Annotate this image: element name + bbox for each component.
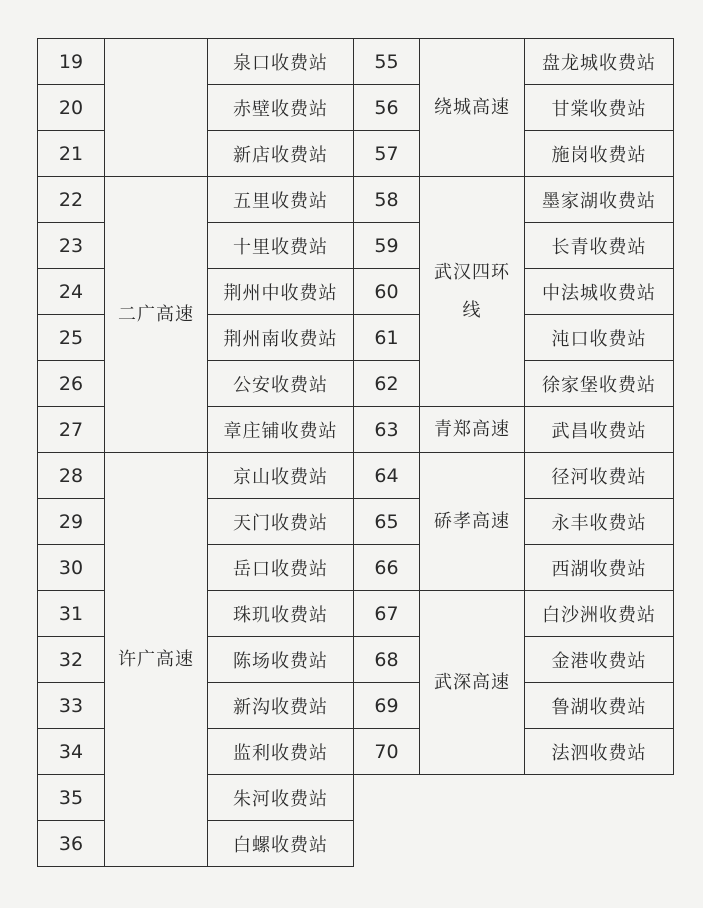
toll-station-cell: 沌口收费站 <box>525 315 674 361</box>
toll-station-cell: 珠玑收费站 <box>208 591 354 637</box>
expressway-name-cell: 武汉四环线 <box>420 177 525 407</box>
toll-station-cell: 武昌收费站 <box>525 407 674 453</box>
row-number-cell: 65 <box>354 499 420 545</box>
toll-station-cell: 径河收费站 <box>525 453 674 499</box>
row-number-cell: 32 <box>38 637 105 683</box>
row-number-cell: 24 <box>38 269 105 315</box>
table-row <box>354 591 674 637</box>
row-number-cell: 70 <box>354 729 420 775</box>
row-number-cell: 26 <box>38 361 105 407</box>
row-number-cell: 36 <box>38 821 105 867</box>
row-number-cell: 67 <box>354 591 420 637</box>
toll-station-cell: 西湖收费站 <box>525 545 674 591</box>
table-row <box>38 177 354 223</box>
row-number-cell: 63 <box>354 407 420 453</box>
toll-station-cell: 京山收费站 <box>208 453 354 499</box>
toll-station-cell: 盘龙城收费站 <box>525 39 674 85</box>
table-row <box>354 177 674 223</box>
toll-station-table-right <box>353 38 674 775</box>
row-number-cell: 69 <box>354 683 420 729</box>
row-number-cell: 62 <box>354 361 420 407</box>
expressway-name-cell: 二广高速 <box>105 177 208 453</box>
toll-station-cell: 甘棠收费站 <box>525 85 674 131</box>
expressway-name-cell: 许广高速 <box>105 453 208 867</box>
expressway-name-cell: 武深高速 <box>420 591 525 775</box>
table-row <box>354 39 674 85</box>
row-number-cell: 58 <box>354 177 420 223</box>
expressway-name-cell <box>105 39 208 177</box>
toll-station-cell: 新店收费站 <box>208 131 354 177</box>
toll-station-cell: 岳口收费站 <box>208 545 354 591</box>
toll-station-cell: 五里收费站 <box>208 177 354 223</box>
toll-station-cell: 赤壁收费站 <box>208 85 354 131</box>
row-number-cell: 59 <box>354 223 420 269</box>
row-number-cell: 60 <box>354 269 420 315</box>
toll-station-cell: 鲁湖收费站 <box>525 683 674 729</box>
row-number-cell: 28 <box>38 453 105 499</box>
row-number-cell: 61 <box>354 315 420 361</box>
row-number-cell: 31 <box>38 591 105 637</box>
row-number-cell: 35 <box>38 775 105 821</box>
row-number-cell: 68 <box>354 637 420 683</box>
row-number-cell: 64 <box>354 453 420 499</box>
toll-station-cell: 永丰收费站 <box>525 499 674 545</box>
table-row <box>354 407 674 453</box>
toll-station-cell: 泉口收费站 <box>208 39 354 85</box>
toll-station-cell: 白沙洲收费站 <box>525 591 674 637</box>
row-number-cell: 34 <box>38 729 105 775</box>
row-number-cell: 27 <box>38 407 105 453</box>
table-row <box>38 39 354 85</box>
toll-station-cell: 墨家湖收费站 <box>525 177 674 223</box>
row-number-cell: 33 <box>38 683 105 729</box>
row-number-cell: 30 <box>38 545 105 591</box>
toll-station-cell: 朱河收费站 <box>208 775 354 821</box>
toll-station-cell: 监利收费站 <box>208 729 354 775</box>
table-row <box>38 453 354 499</box>
row-number-cell: 19 <box>38 39 105 85</box>
toll-station-cell: 荆州中收费站 <box>208 269 354 315</box>
row-number-cell: 21 <box>38 131 105 177</box>
toll-station-cell: 陈场收费站 <box>208 637 354 683</box>
row-number-cell: 55 <box>354 39 420 85</box>
expressway-name-cell: 青郑高速 <box>420 407 525 453</box>
row-number-cell: 20 <box>38 85 105 131</box>
toll-station-cell: 十里收费站 <box>208 223 354 269</box>
row-number-cell: 25 <box>38 315 105 361</box>
row-number-cell: 23 <box>38 223 105 269</box>
table-row <box>354 453 674 499</box>
toll-station-cell: 徐家堡收费站 <box>525 361 674 407</box>
expressway-name-cell: 硚孝高速 <box>420 453 525 591</box>
row-number-cell: 57 <box>354 131 420 177</box>
toll-station-cell: 长青收费站 <box>525 223 674 269</box>
toll-station-cell: 中法城收费站 <box>525 269 674 315</box>
toll-station-cell: 荆州南收费站 <box>208 315 354 361</box>
toll-station-cell: 新沟收费站 <box>208 683 354 729</box>
row-number-cell: 29 <box>38 499 105 545</box>
toll-station-cell: 金港收费站 <box>525 637 674 683</box>
toll-station-cell: 法泗收费站 <box>525 729 674 775</box>
toll-station-cell: 白螺收费站 <box>208 821 354 867</box>
row-number-cell: 22 <box>38 177 105 223</box>
toll-station-cell: 天门收费站 <box>208 499 354 545</box>
row-number-cell: 56 <box>354 85 420 131</box>
expressway-name-cell: 绕城高速 <box>420 39 525 177</box>
row-number-cell: 66 <box>354 545 420 591</box>
toll-station-cell: 公安收费站 <box>208 361 354 407</box>
toll-station-cell: 章庄铺收费站 <box>208 407 354 453</box>
toll-station-table-left <box>37 38 354 867</box>
toll-station-cell: 施岗收费站 <box>525 131 674 177</box>
